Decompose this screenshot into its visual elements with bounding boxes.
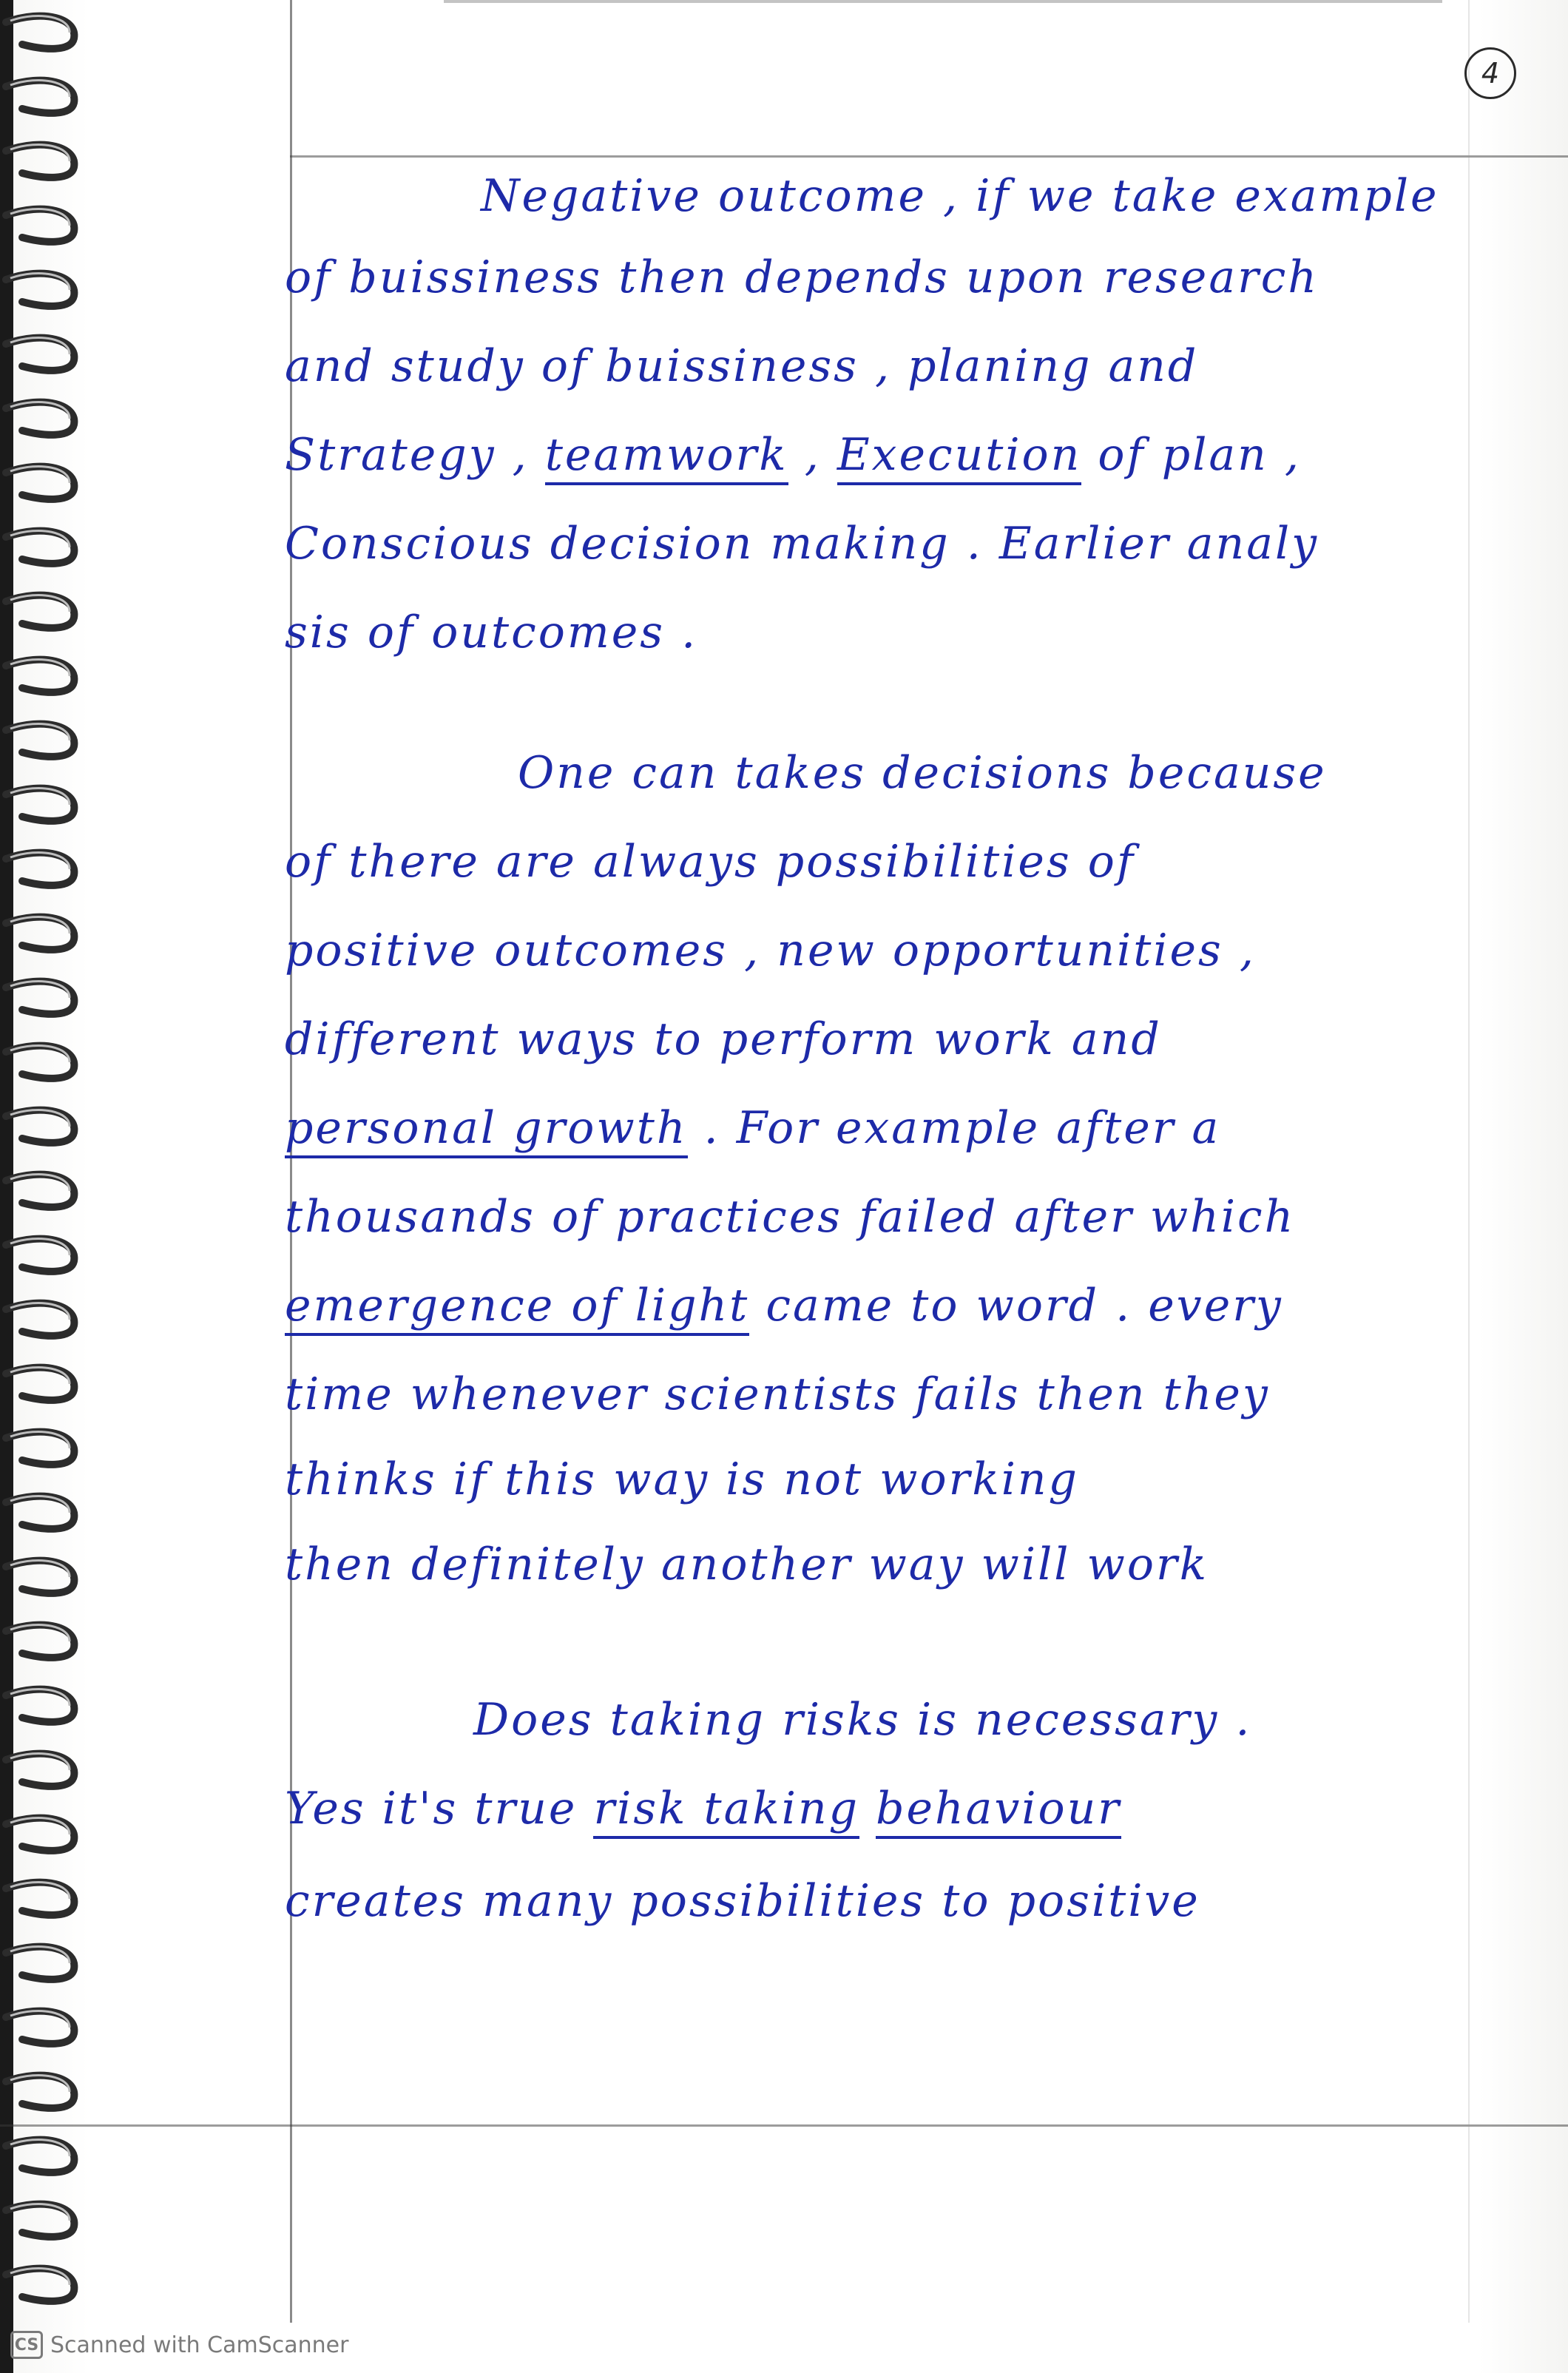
text-line <box>285 1191 1295 1243</box>
spiral-ring <box>6 853 74 885</box>
spiral-ring <box>6 2140 74 2173</box>
text-line <box>481 170 1439 222</box>
text-segment: positive outcomes , new opportunities , <box>285 925 1256 976</box>
spiral-ring <box>6 1432 74 1465</box>
spiral-ring <box>6 789 74 821</box>
page-top-edge <box>444 0 1442 3</box>
text-line <box>285 925 1256 976</box>
spiral-ring <box>6 917 74 950</box>
text-line <box>285 1013 1162 1065</box>
spiral-ring <box>6 1690 74 1722</box>
text-line <box>285 252 1319 303</box>
text-segment: Conscious decision making . Earlier analy <box>285 518 1319 570</box>
spiral-binding <box>0 0 89 2373</box>
spiral-ring <box>6 274 74 306</box>
underlined-phrase: Execution <box>837 429 1081 485</box>
text-segment: Strategy , <box>285 429 545 481</box>
text-segment: then definitely another way will work <box>285 1539 1209 1590</box>
text-line <box>285 1280 1283 1331</box>
spiral-ring <box>6 1754 74 1786</box>
spiral-ring <box>6 982 74 1014</box>
camscanner-logo-icon: CS <box>10 2331 43 2359</box>
text-segment: came to word . every <box>749 1280 1283 1331</box>
text-segment: of plan , <box>1081 429 1301 481</box>
text-line <box>285 518 1319 570</box>
text-line <box>285 836 1135 888</box>
text-segment: different ways to perform work and <box>285 1013 1162 1065</box>
text-segment: and study of buissiness , planing and <box>285 340 1199 392</box>
underlined-phrase: personal growth <box>285 1102 688 1158</box>
spiral-ring <box>6 1947 74 1979</box>
text-segment: of there are always possibilities of <box>285 836 1136 888</box>
spiral-ring <box>6 1561 74 1593</box>
spiral-ring <box>6 1175 74 1207</box>
spiral-ring <box>6 1239 74 1272</box>
text-line <box>285 607 697 658</box>
spiral-ring <box>6 1303 74 1336</box>
spiral-ring <box>6 1818 74 1851</box>
spiral-ring <box>6 338 74 371</box>
spiral-ring <box>6 660 74 692</box>
spiral-ring <box>6 724 74 757</box>
text-segment: creates many possibilities to positive <box>285 1875 1200 1927</box>
bottom-rule <box>0 2124 1568 2127</box>
text-segment: Yes it's true <box>285 1783 594 1834</box>
underlined-phrase: risk taking <box>593 1783 859 1839</box>
text-segment: One can takes decisions because <box>518 747 1327 799</box>
scanner-watermark <box>10 2330 348 2360</box>
text-segment: thinks if this way is not working <box>285 1454 1079 1505</box>
spiral-ring <box>6 2011 74 2044</box>
spiral-ring <box>6 81 74 113</box>
spiral-ring <box>6 402 74 435</box>
text-segment: time whenever scientists fails then they <box>285 1368 1270 1420</box>
page-right-edge <box>1468 0 1470 2323</box>
spiral-ring <box>6 1110 74 1143</box>
header-rule <box>290 155 1568 158</box>
watermark-text: Scanned with CamScanner <box>50 2332 349 2358</box>
spiral-ring <box>6 595 74 628</box>
spiral-ring <box>6 1368 74 1400</box>
spiral-ring <box>6 209 74 242</box>
underlined-phrase: behaviour <box>876 1783 1121 1839</box>
text-line <box>285 1102 1220 1154</box>
text-segment <box>859 1783 876 1834</box>
spiral-ring <box>6 2204 74 2237</box>
text-segment: thousands of practices failed after which <box>285 1191 1296 1243</box>
text-line <box>285 1454 1079 1505</box>
spiral-ring <box>6 16 74 49</box>
spiral-ring <box>6 2269 74 2301</box>
spiral-ring <box>6 1625 74 1658</box>
text-segment: . For example after a <box>687 1102 1221 1154</box>
page-number: 4 <box>1464 47 1516 99</box>
text-line <box>285 1875 1200 1927</box>
text-line <box>285 1783 1121 1834</box>
text-segment: Does taking risks is necessary . <box>473 1694 1252 1746</box>
spiral-ring <box>6 1883 74 1915</box>
spiral-ring <box>6 1496 74 1529</box>
spiral-ring <box>6 2076 74 2108</box>
text-line <box>473 1694 1251 1746</box>
text-line <box>285 340 1198 392</box>
text-line <box>518 747 1327 799</box>
text-line <box>285 429 1301 481</box>
text-segment: of buissiness then depends upon research <box>285 252 1319 303</box>
spiral-ring <box>6 145 74 178</box>
underlined-phrase: emergence of light <box>285 1280 749 1336</box>
underlined-phrase: teamwork <box>545 429 788 485</box>
text-line <box>285 1368 1270 1420</box>
text-segment: sis of outcomes . <box>285 607 698 658</box>
spiral-ring <box>6 531 74 564</box>
text-line <box>285 1539 1209 1590</box>
text-segment: , <box>788 429 837 481</box>
spiral-ring <box>6 1046 74 1079</box>
text-segment: Negative outcome , if we take example <box>481 170 1439 222</box>
spiral-ring <box>6 467 74 499</box>
